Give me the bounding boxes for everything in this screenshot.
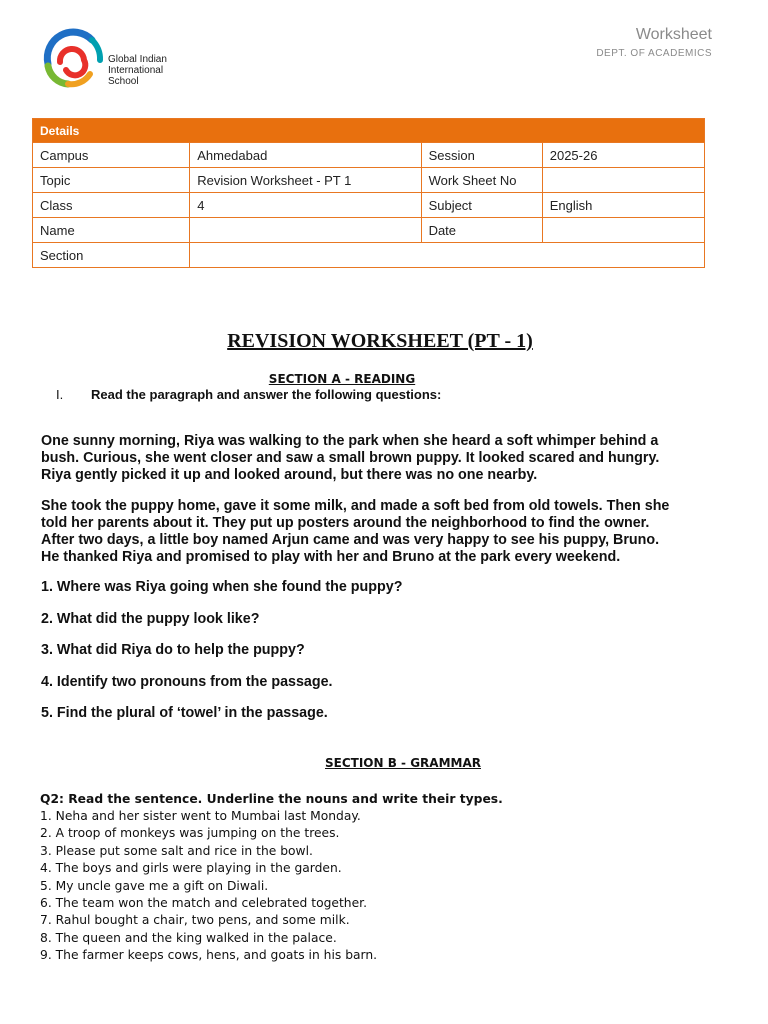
name-field[interactable] bbox=[190, 218, 421, 243]
table-row bbox=[33, 168, 705, 193]
table-row bbox=[33, 243, 705, 268]
department-name: DEPT. OF ACADEMICS bbox=[596, 48, 712, 59]
instruction-text: Read the paragraph and answer the following questions: bbox=[91, 387, 442, 402]
reading-paragraph-2 bbox=[41, 498, 731, 566]
details-table bbox=[32, 118, 705, 268]
campus-value: Ahmedabad bbox=[190, 143, 421, 168]
school-logo bbox=[40, 26, 180, 92]
name-label: Name bbox=[33, 218, 190, 243]
school-name-line: Global Indian bbox=[108, 54, 167, 65]
paragraph-line: After two days, a little boy named Arjun came and was very happy to see his puppy, Bruno. bbox=[41, 532, 660, 548]
details-header-row bbox=[33, 119, 705, 143]
table-row bbox=[33, 143, 705, 168]
list-item: 5. My uncle gave me a gift on Diwali. bbox=[40, 878, 269, 893]
paragraph-line: He thanked Riya and promised to play with her and Bruno at the park every weekend. bbox=[41, 549, 621, 565]
section-label: Section bbox=[33, 243, 190, 268]
worksheet-no-label: Work Sheet No bbox=[421, 168, 542, 193]
subject-label: Subject bbox=[421, 193, 542, 218]
paragraph-line: bush. Curious, she went closer and saw a small brown puppy. It looked scared and hungry. bbox=[41, 450, 660, 466]
subject-value: English bbox=[542, 193, 704, 218]
paragraph-line: told her parents about it. They put up posters around the neighborhood to find the owner. bbox=[41, 515, 650, 531]
reading-question: 5. Find the plural of ‘towel’ in the passage. bbox=[41, 705, 328, 721]
worksheet-title: REVISION WORKSHEET (PT - 1) bbox=[227, 330, 533, 352]
session-value: 2025-26 bbox=[542, 143, 704, 168]
paragraph-line: Riya gently picked it up and looked around, but there was no one nearby. bbox=[41, 467, 538, 483]
section-field[interactable] bbox=[190, 243, 705, 268]
grammar-question: Q2: Read the sentence. Underline the nouns and write their types. bbox=[40, 792, 503, 806]
list-item: 2. A troop of monkeys was jumping on the trees. bbox=[40, 826, 340, 841]
list-item: 3. Please put some salt and rice in the bowl. bbox=[40, 843, 313, 858]
date-field[interactable] bbox=[542, 218, 704, 243]
table-row bbox=[33, 193, 705, 218]
class-label: Class bbox=[33, 193, 190, 218]
document-header bbox=[596, 26, 712, 59]
table-row bbox=[33, 218, 705, 243]
list-item: 9. The farmer keeps cows, hens, and goats in his barn. bbox=[40, 948, 378, 963]
section-a-instruction bbox=[56, 387, 441, 402]
reading-question: 3. What did Riya do to help the puppy? bbox=[41, 642, 305, 658]
list-item: 8. The queen and the king walked in the palace. bbox=[40, 930, 337, 945]
grammar-sentences bbox=[40, 808, 377, 965]
school-logo-icon bbox=[40, 26, 106, 92]
list-item: 4. The boys and girls were playing in the garden. bbox=[40, 861, 342, 876]
school-name-line: International bbox=[108, 65, 164, 76]
reading-question: 4. Identify two pronouns from the passage. bbox=[41, 674, 333, 690]
list-item: 1. Neha and her sister went to Mumbai last Monday. bbox=[40, 809, 361, 823]
campus-label: Campus bbox=[33, 143, 190, 168]
reading-question: 2. What did the puppy look like? bbox=[41, 611, 260, 627]
section-a-title: SECTION A - READING bbox=[268, 372, 416, 386]
section-b-title: SECTION B - GRAMMAR bbox=[325, 756, 481, 770]
details-heading: Details bbox=[33, 119, 705, 143]
paragraph-line: One sunny morning, Riya was walking to the park when she heard a soft whimper behind a bbox=[41, 433, 659, 449]
date-label: Date bbox=[421, 218, 542, 243]
worksheet-no-field[interactable] bbox=[542, 168, 704, 193]
list-item: 6. The team won the match and celebrated together. bbox=[40, 896, 367, 911]
instruction-number: I. bbox=[56, 387, 64, 402]
document-type: Worksheet bbox=[635, 26, 712, 43]
school-name bbox=[108, 54, 167, 87]
paragraph-line: She took the puppy home, gave it some milk, and made a soft bed from old towels. Then she bbox=[41, 498, 670, 514]
topic-label: Topic bbox=[33, 168, 190, 193]
reading-paragraph-1 bbox=[41, 433, 731, 484]
school-name-line: School bbox=[108, 76, 139, 87]
session-label: Session bbox=[421, 143, 542, 168]
list-item: 7. Rahul bought a chair, two pens, and some milk. bbox=[40, 913, 350, 928]
reading-question: 1. Where was Riya going when she found the puppy? bbox=[41, 579, 403, 595]
topic-value: Revision Worksheet - PT 1 bbox=[190, 168, 421, 193]
class-value: 4 bbox=[190, 193, 421, 218]
